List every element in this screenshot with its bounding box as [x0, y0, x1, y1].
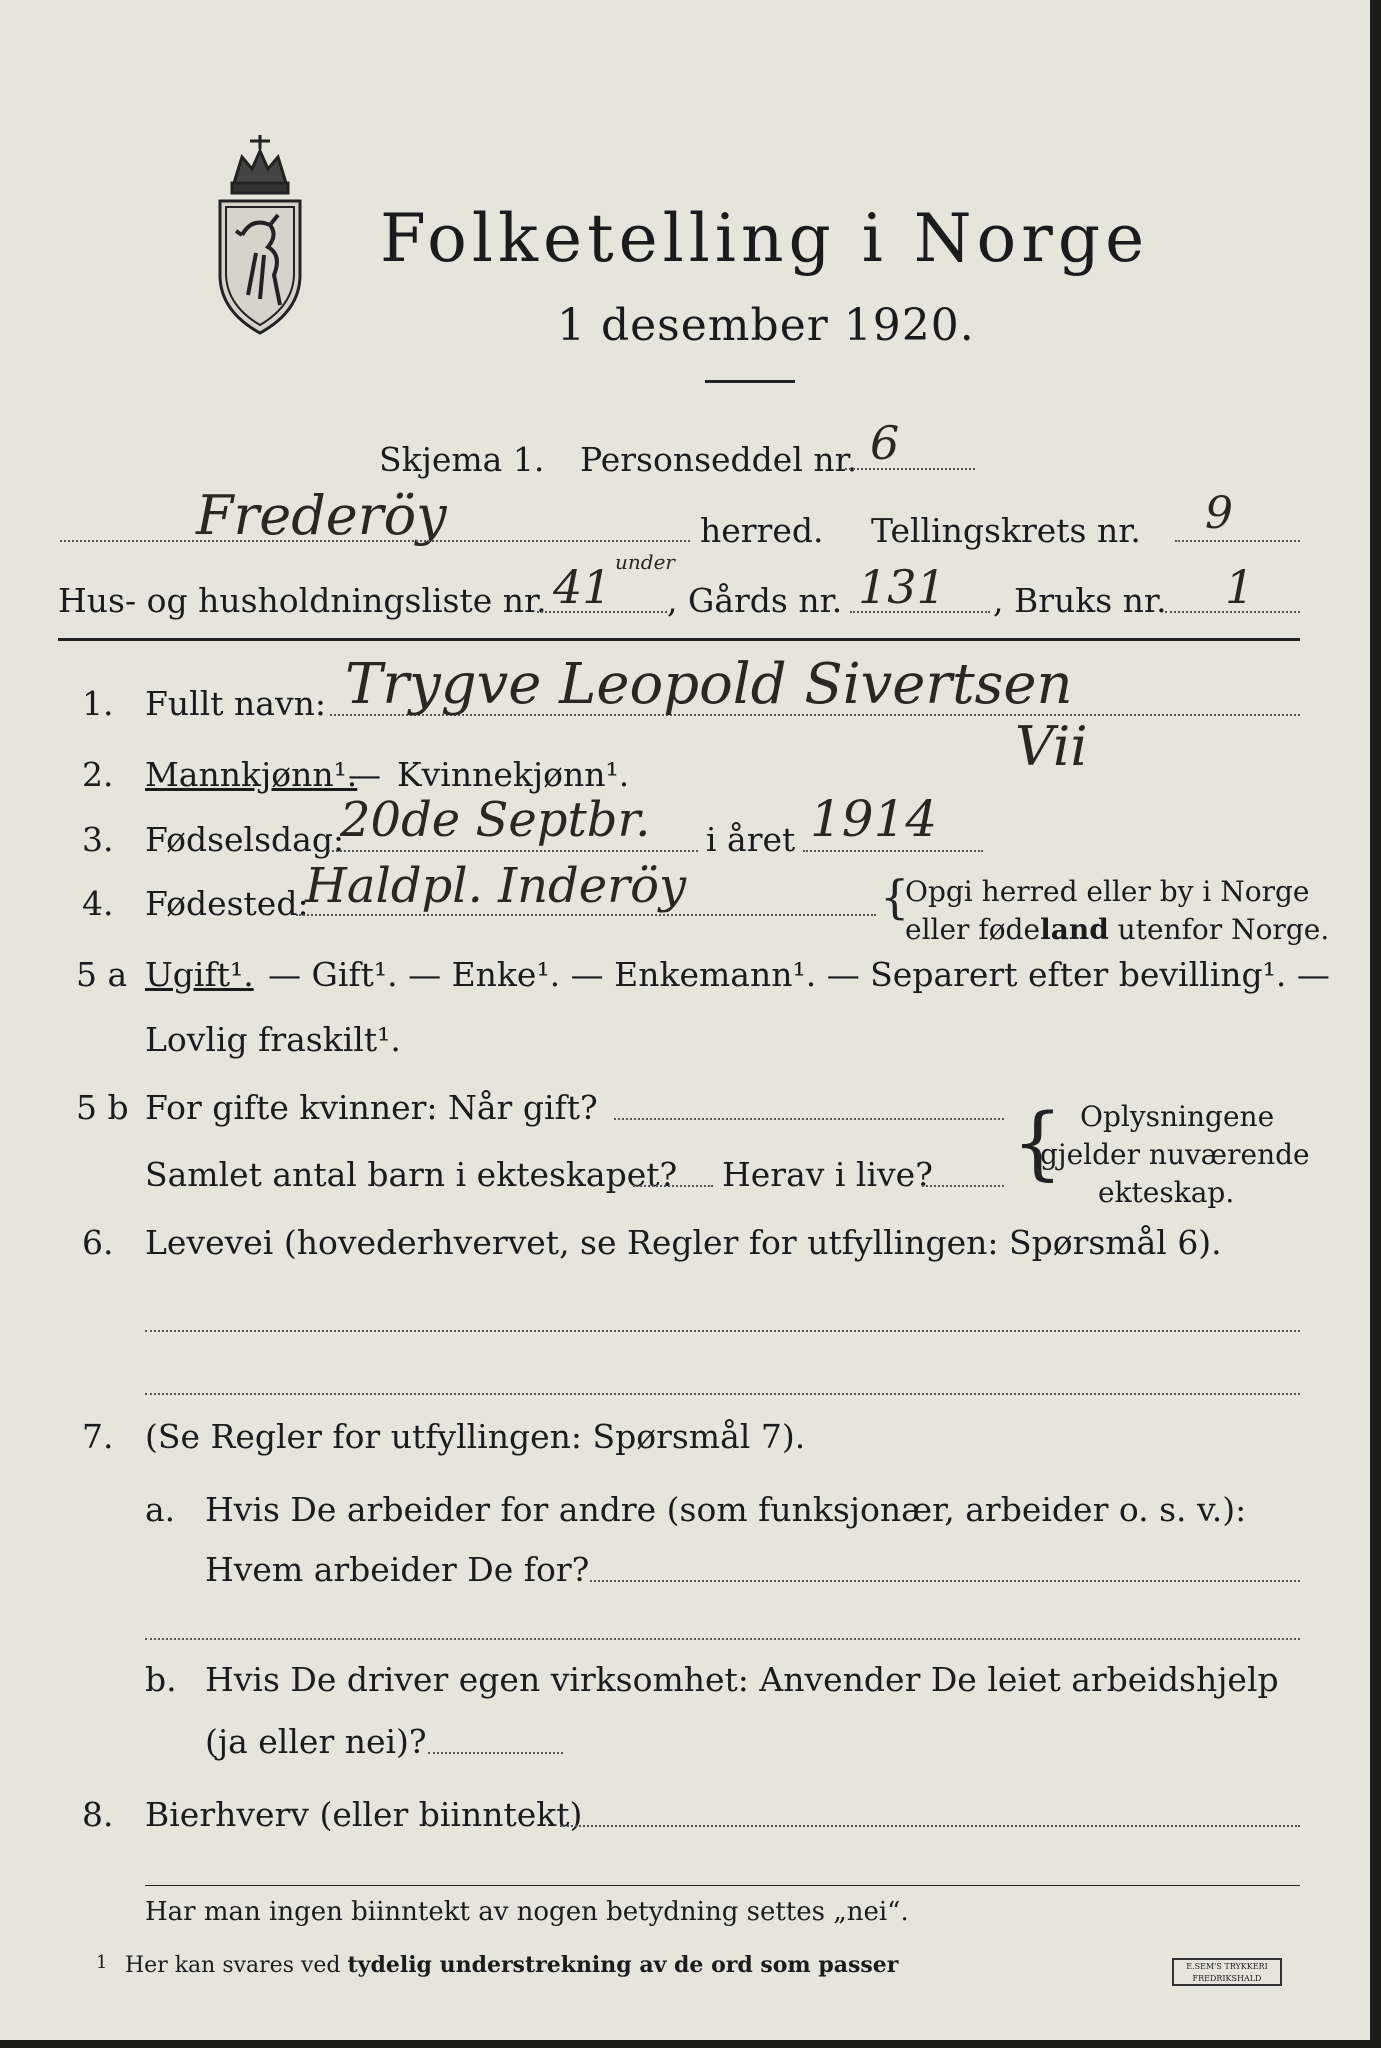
gards-value: 131 [858, 560, 946, 614]
q5b-note-line1: Oplysningene [1080, 1100, 1275, 1133]
q3-year-field [803, 850, 983, 852]
q6-label: Levevei (hovederhvervet, se Regler for utfyllingen: Spørsmål 6). [145, 1223, 1222, 1262]
q1-number: 1. [82, 684, 114, 723]
q7a-field [590, 1580, 1300, 1582]
person-number-field [845, 468, 975, 470]
printer-stamp [1172, 1958, 1282, 1986]
q2-number: 2. [82, 755, 114, 794]
q5b-when-field [614, 1118, 1004, 1120]
q5a-option-fraskilt: Lovlig fraskilt¹. [145, 1020, 401, 1059]
title-divider [705, 380, 795, 383]
footnote-number: 1 [96, 1952, 108, 1973]
herred-value: Frederöy [196, 484, 447, 547]
q3-field [328, 850, 698, 852]
q3-year-label: i året [706, 820, 796, 859]
q4-label: Fødested: [145, 884, 309, 923]
q3-year-value: 1914 [810, 790, 938, 848]
q7b-question: Hvis De driver egen virksomhet: Anvender De leiet arbeidshjelp [205, 1660, 1279, 1699]
census-date: 1 desember 1920. [557, 300, 975, 351]
q5a-ugift-option: Ugift¹. [145, 955, 254, 994]
q5b-children-field [633, 1185, 713, 1187]
krets-field [1175, 540, 1300, 542]
q1-value-continued: Vii [1015, 715, 1088, 778]
q2-male-option: Mannkjønn¹. [145, 755, 358, 794]
header-rule [58, 638, 1300, 641]
q7a-question-line2: Hvem arbeider De for? [205, 1550, 590, 1589]
herred-field [60, 540, 690, 542]
q5b-note-line2: gjelder nuværende [1040, 1138, 1310, 1171]
q4-note-line1: Opgi herred eller by i Norge [905, 875, 1310, 908]
q1-value: Trygve Leopold Sivertsen [345, 652, 1073, 717]
q5b-number: 5 b [76, 1088, 129, 1127]
q5b-brace: { [1012, 1096, 1063, 1189]
q4-note-line2: eller fødeland utenfor Norge. [905, 913, 1330, 946]
q6-number: 6. [82, 1223, 114, 1262]
footnote-text: Her kan svares ved tydelig understrekning av de ord som passer [125, 1952, 899, 1978]
hus-label: Hus- og husholdningsliste nr. [58, 581, 547, 620]
q3-value: 20de Septbr. [340, 792, 651, 848]
q5b-alive-label: Herav i live? [722, 1155, 933, 1194]
q7a-question: Hvis De arbeider for andre (som funksjonær, arbeider o. s. v.): [205, 1490, 1247, 1529]
q5b-label: For gifte kvinner: Når gift? [145, 1088, 598, 1127]
q7a-field-line2 [145, 1638, 1300, 1640]
form-title: Folketelling i Norge [380, 200, 1150, 277]
q6-field-line1 [145, 1330, 1300, 1332]
bruks-label: , Bruks nr. [993, 581, 1167, 620]
q7-number: 7. [82, 1417, 114, 1456]
q3-label: Fødselsdag: [145, 820, 345, 859]
printer-name: E.SEM'S TRYKKERI [1186, 1962, 1268, 1971]
hus-note: under [615, 550, 675, 574]
q7-label: (Se Regler for utfyllingen: Spørsmål 7). [145, 1417, 806, 1456]
krets-label: Tellingskrets nr. [871, 511, 1141, 550]
q4-brace: { [880, 870, 910, 924]
q5a-options: — Gift¹. — Enke¹. — Enkemann¹. — Separert efter bevilling¹. — [268, 955, 1330, 994]
q8-rule [145, 1885, 1300, 1886]
q5b-children-label: Samlet antal barn i ekteskapet? [145, 1155, 678, 1194]
q5b-alive-field [922, 1185, 1004, 1187]
q7b-field [428, 1752, 563, 1754]
q7b-letter: b. [145, 1660, 177, 1699]
q5b-note-line3: ekteskap. [1098, 1176, 1235, 1209]
gards-label: , Gårds nr. [667, 581, 843, 620]
q2-separator: — [348, 755, 381, 794]
q3-number: 3. [82, 820, 114, 859]
q4-number: 4. [82, 884, 114, 923]
q7b-question-line2: (ja eller nei)? [205, 1722, 427, 1761]
krets-value: 9 [1205, 488, 1233, 539]
q1-label: Fullt navn: [145, 684, 326, 723]
q4-value: Haldpl. Inderöy [305, 858, 687, 914]
bruks-value: 1 [1225, 560, 1255, 614]
hus-value: 41 [553, 560, 612, 614]
q4-field [296, 914, 876, 916]
q8-number: 8. [82, 1795, 114, 1834]
herred-label: herred. [700, 511, 824, 550]
coat-of-arms-icon [212, 135, 308, 335]
footer-note: Har man ingen biinntekt av nogen betydning settes „nei“. [145, 1897, 909, 1927]
q8-label: Bierhverv (eller biinntekt) [145, 1795, 583, 1834]
q2-female-option: Kvinnekjønn¹. [397, 755, 630, 794]
q5a-number: 5 a [76, 955, 128, 994]
person-number-value: 6 [870, 416, 900, 470]
person-label: Personseddel nr. [580, 440, 858, 479]
q7a-letter: a. [145, 1490, 176, 1529]
q6-field-line2 [145, 1393, 1300, 1395]
schema-label: Skjema 1. [379, 440, 545, 479]
q8-field [560, 1825, 1300, 1827]
printer-city: FREDRIKSHALD [1192, 1974, 1262, 1983]
